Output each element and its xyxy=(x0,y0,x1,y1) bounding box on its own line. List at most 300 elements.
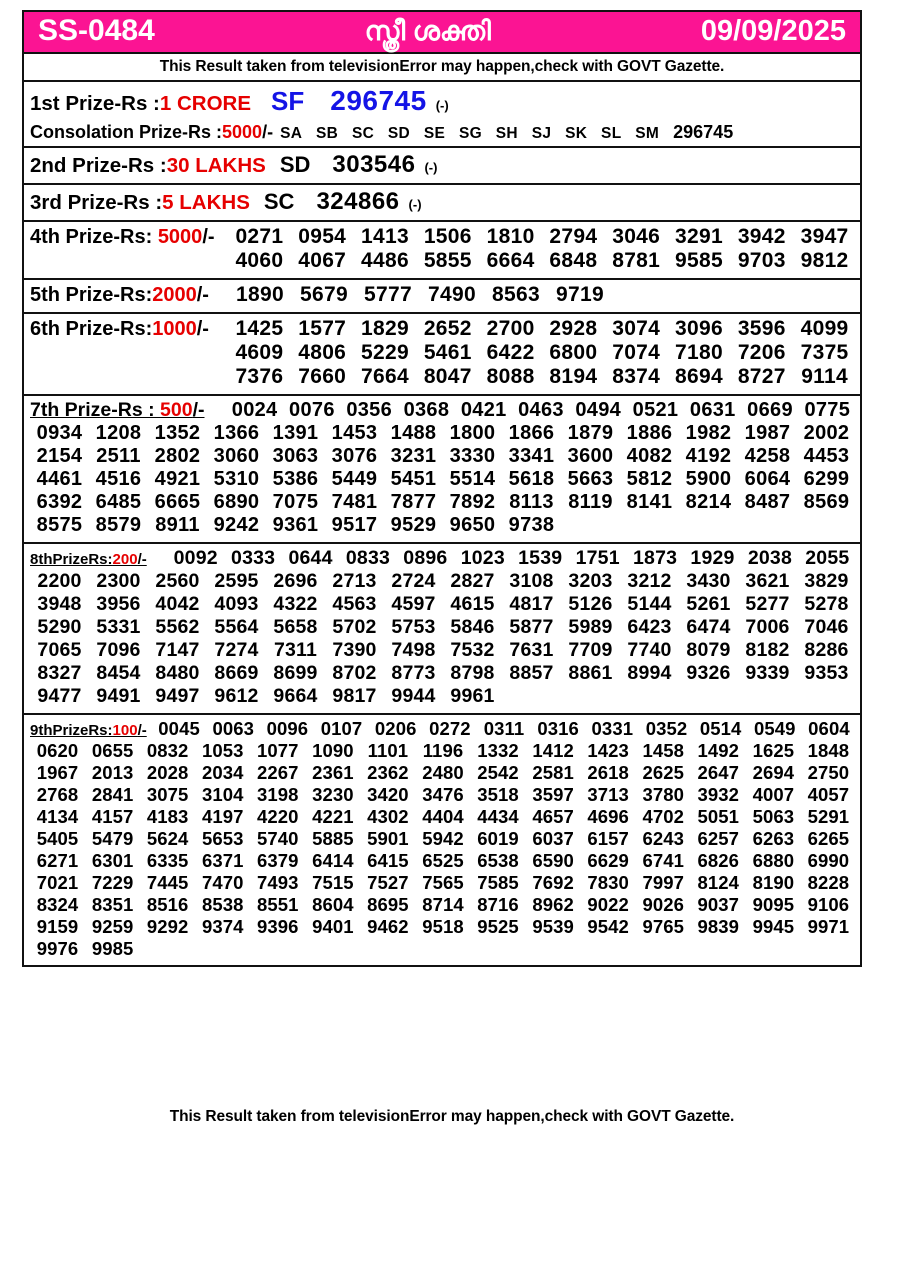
prize-number: 1453 xyxy=(331,422,378,444)
prize-number: 9703 xyxy=(737,249,786,272)
prize-number: 1539 xyxy=(518,547,563,569)
prize-number: 5885 xyxy=(312,828,354,849)
prize-number: 2802 xyxy=(154,445,201,467)
first-prize-row xyxy=(24,82,860,121)
consolation-number: 296745 xyxy=(673,122,734,142)
number-slot-empty xyxy=(502,685,561,708)
first-prize-amount: 1 CRORE xyxy=(159,92,252,115)
prize-number: 0644 xyxy=(288,547,333,569)
prize-number: 4057 xyxy=(807,784,850,805)
number-slot-empty xyxy=(140,938,195,960)
prize-number: 8694 xyxy=(675,365,723,388)
prize-number: 8538 xyxy=(201,894,244,915)
prize-number: 9095 xyxy=(752,894,795,915)
prize-number: 0521 xyxy=(632,399,679,421)
prize-number: 8374 xyxy=(612,365,661,388)
prize-number: 8327 xyxy=(37,662,82,684)
fourth-prize-block xyxy=(24,222,860,280)
prize-number: 2794 xyxy=(549,225,598,248)
prize-number: 1332 xyxy=(477,740,519,761)
prize-number: 6243 xyxy=(642,828,684,849)
first-prize-place: (-) xyxy=(435,98,449,113)
prize-number: 9945 xyxy=(752,916,795,937)
prize-number: 9539 xyxy=(532,916,574,937)
sixth-prize-row xyxy=(30,341,856,365)
prize-number: 0549 xyxy=(754,718,796,739)
prize-number: 9944 xyxy=(391,685,436,707)
prize-number: 8141 xyxy=(626,491,673,513)
prize-number: 1090 xyxy=(312,740,354,761)
prize-number: 9242 xyxy=(213,514,260,536)
prize-number: 8994 xyxy=(627,662,672,684)
prize-number: 5942 xyxy=(422,828,464,849)
seventh-prize-row xyxy=(30,514,856,537)
prize-number: 6629 xyxy=(587,850,629,871)
prize-number: 5261 xyxy=(686,593,731,615)
fifth-prize-label-suffix: /- xyxy=(196,284,209,306)
prize-number: 8695 xyxy=(367,894,409,915)
prize-number: 6664 xyxy=(486,249,535,272)
prize-number: 5310 xyxy=(213,468,260,490)
prize-number: 0631 xyxy=(689,399,736,421)
prize-number: 0333 xyxy=(231,547,276,569)
prize-number: 2652 xyxy=(423,317,472,340)
prize-number: 4806 xyxy=(298,341,347,364)
prize-number: 1488 xyxy=(390,422,437,444)
prize-number: 2928 xyxy=(549,317,598,340)
prize-number: 7074 xyxy=(612,341,661,364)
consolation-amount: 5000 xyxy=(222,122,263,142)
prize-number: 9401 xyxy=(312,916,354,937)
prize-number: 3330 xyxy=(449,445,496,467)
prize-number: 2028 xyxy=(146,762,189,783)
number-slot-empty xyxy=(801,938,856,960)
prize-number: 9374 xyxy=(201,916,244,937)
number-slot-empty xyxy=(471,938,526,960)
seventh-prize-amount: 500 xyxy=(160,399,193,421)
prize-number: 3947 xyxy=(800,225,849,248)
second-prize-place: (-) xyxy=(424,160,438,175)
prize-number: 6474 xyxy=(686,616,731,638)
prize-number: 4702 xyxy=(642,806,684,827)
prize-number: 5658 xyxy=(273,616,318,638)
prize-number: 4157 xyxy=(91,806,134,827)
prize-number: 3596 xyxy=(737,317,786,340)
eighth-prize-row xyxy=(30,547,856,570)
prize-number: 6741 xyxy=(642,850,684,871)
prize-number: 8781 xyxy=(612,249,661,272)
prize-number: 5753 xyxy=(391,616,436,638)
prize-number: 3713 xyxy=(587,784,629,805)
prize-number: 9971 xyxy=(807,916,850,937)
prize-number: 8454 xyxy=(96,662,141,684)
prize-number: 4696 xyxy=(587,806,629,827)
prize-number: 0271 xyxy=(235,225,284,248)
prize-number: 9719 xyxy=(556,283,604,306)
prize-number: 3476 xyxy=(422,784,464,805)
prize-number: 9353 xyxy=(804,662,849,684)
prize-number: 7180 xyxy=(675,341,723,364)
prize-number: 9106 xyxy=(807,894,850,915)
prize-number: 9037 xyxy=(697,894,740,915)
prize-number: 8286 xyxy=(804,639,849,661)
prize-number: 0096 xyxy=(266,718,309,739)
prize-number: 1352 xyxy=(154,422,201,444)
prize-number: 0076 xyxy=(289,399,335,421)
sixth-prize-numbers xyxy=(228,365,856,389)
sixth-prize-label xyxy=(30,318,228,341)
prize-number: 8324 xyxy=(36,894,79,915)
prize-number: 3932 xyxy=(697,784,740,805)
prize-number: 0107 xyxy=(320,718,363,739)
prize-number: 5290 xyxy=(37,616,82,638)
second-prize-number: 303546 xyxy=(332,151,416,178)
prize-number: 9026 xyxy=(642,894,684,915)
number-slot-empty xyxy=(797,685,856,708)
prize-number: 7490 xyxy=(428,283,476,306)
prize-number: 2841 xyxy=(91,784,134,805)
prize-number: 1987 xyxy=(744,422,791,444)
eighth-prize-row xyxy=(30,593,856,616)
prize-number: 3074 xyxy=(612,317,661,340)
prize-number: 4134 xyxy=(36,806,79,827)
prize-number: 4093 xyxy=(214,593,259,615)
prize-number: 3076 xyxy=(331,445,378,467)
prize-number: 9812 xyxy=(800,249,849,272)
prize-number: 4817 xyxy=(509,593,554,615)
seventh-prize-label-suffix: /- xyxy=(192,399,205,421)
prize-number: 7046 xyxy=(804,616,849,638)
prize-number: 9339 xyxy=(745,662,790,684)
prize-number: 5051 xyxy=(697,806,740,827)
number-slot-empty xyxy=(415,938,470,960)
prize-number: 2713 xyxy=(332,570,377,592)
result-card xyxy=(22,10,862,967)
prize-number: 0356 xyxy=(346,399,393,421)
number-slot-empty xyxy=(581,938,636,960)
prize-number: 4921 xyxy=(154,468,201,490)
prize-number: 4197 xyxy=(201,806,244,827)
fifth-prize-label xyxy=(30,284,228,307)
prize-number: 0421 xyxy=(460,399,507,421)
prize-number: 3420 xyxy=(367,784,409,805)
number-slot-empty xyxy=(620,514,679,537)
prize-number: 7390 xyxy=(332,639,377,661)
prize-number: 8569 xyxy=(803,491,850,513)
first-prize-number: 296745 xyxy=(330,85,427,116)
consolation-prize-row xyxy=(24,121,860,148)
ninth-prize-amount: 100 xyxy=(112,722,138,739)
seventh-prize-row xyxy=(30,468,856,491)
prize-number: 7206 xyxy=(737,341,786,364)
prize-number: 5740 xyxy=(257,828,299,849)
prize-number: 4322 xyxy=(273,593,318,615)
prize-number: 4609 xyxy=(235,341,284,364)
prize-number: 8714 xyxy=(422,894,464,915)
prize-number: 9462 xyxy=(367,916,409,937)
prize-number: 5144 xyxy=(627,593,672,615)
prize-number: 4597 xyxy=(391,593,436,615)
prize-number: 6890 xyxy=(213,491,260,513)
eighth-prize-label xyxy=(30,551,167,568)
prize-number: 0331 xyxy=(591,718,634,739)
prize-number: 6826 xyxy=(697,850,740,871)
seventh-prize-row xyxy=(30,445,856,468)
second-prize-label: 2nd Prize-Rs : xyxy=(30,154,167,177)
prize-number: 9525 xyxy=(477,916,519,937)
prize-number: 7470 xyxy=(201,872,244,893)
prize-number: 5618 xyxy=(508,468,555,490)
prize-number: 9839 xyxy=(697,916,740,937)
prize-number: 4067 xyxy=(298,249,347,272)
prize-number: 7147 xyxy=(155,639,200,661)
prize-number: 3198 xyxy=(257,784,299,805)
prize-number: 9292 xyxy=(146,916,189,937)
third-prize-series: SC xyxy=(263,189,295,214)
fourth-prize-amount: 5000 xyxy=(157,226,203,248)
prize-number: 9529 xyxy=(390,514,437,536)
prize-number: 2625 xyxy=(642,762,684,783)
prize-number: 8575 xyxy=(36,514,83,536)
prize-number: 1208 xyxy=(95,422,142,444)
seventh-prize-row xyxy=(30,422,856,445)
number-slot-empty xyxy=(797,514,856,537)
prize-number: 0604 xyxy=(808,718,850,739)
prize-number: 4183 xyxy=(146,806,189,827)
prize-number: 5514 xyxy=(449,468,496,490)
prize-number: 1751 xyxy=(575,547,620,569)
prize-number: 4099 xyxy=(800,317,849,340)
prize-number: 1492 xyxy=(697,740,740,761)
prize-number: 6665 xyxy=(154,491,201,513)
sixth-prize-block xyxy=(24,314,860,396)
number-slot-empty xyxy=(679,685,738,708)
prize-number: 3060 xyxy=(213,445,260,467)
prize-number: 8579 xyxy=(95,514,142,536)
eighth-prize-row xyxy=(30,685,856,708)
fifth-prize-block xyxy=(24,280,860,314)
prize-number: 0463 xyxy=(518,399,564,421)
prize-number: 0272 xyxy=(429,718,471,739)
prize-number: 4060 xyxy=(235,249,284,272)
prize-number: 1625 xyxy=(752,740,795,761)
prize-number: 9326 xyxy=(686,662,731,684)
prize-number: 5901 xyxy=(367,828,409,849)
prize-number: 7565 xyxy=(422,872,464,893)
prize-number: 5291 xyxy=(807,806,850,827)
sixth-prize-numbers xyxy=(228,341,856,365)
prize-number: 6525 xyxy=(422,850,464,871)
notice-bottom: This Result taken from televisionError may happen,check with GOVT Gazette. xyxy=(169,1108,735,1125)
prize-number: 1848 xyxy=(807,740,850,761)
second-prize-series: SD xyxy=(279,152,311,177)
prize-number: 6257 xyxy=(697,828,740,849)
prize-number: 1391 xyxy=(272,422,319,444)
prize-number: 0045 xyxy=(158,718,200,739)
sixth-prize-row xyxy=(30,365,856,389)
prize-number: 3046 xyxy=(612,225,661,248)
prize-number: 1829 xyxy=(361,317,409,340)
ticket-code: SS-0484 xyxy=(38,14,155,47)
fourth-prize-numbers xyxy=(228,225,856,249)
prize-number: 5564 xyxy=(214,616,259,638)
prize-number: 7532 xyxy=(450,639,495,661)
prize-number: 5449 xyxy=(331,468,378,490)
prize-number: 7096 xyxy=(96,639,141,661)
prize-number: 4042 xyxy=(155,593,200,615)
sixth-prize-label-suffix: /- xyxy=(196,318,209,340)
prize-number: 6037 xyxy=(532,828,574,849)
prize-number: 2724 xyxy=(391,570,436,592)
prize-number: 2200 xyxy=(37,570,82,592)
prize-number: 7493 xyxy=(257,872,299,893)
prize-number: 0311 xyxy=(483,718,525,739)
prize-number: 0063 xyxy=(212,718,255,739)
prize-number: 0832 xyxy=(146,740,189,761)
ninth-prize-row xyxy=(30,806,856,828)
prize-number: 1866 xyxy=(508,422,555,444)
prize-number: 7664 xyxy=(361,365,409,388)
prize-number: 9159 xyxy=(36,916,79,937)
prize-number: 9817 xyxy=(332,685,377,707)
draw-date: 09/09/2025 xyxy=(700,15,846,47)
eighth-prize-label-suffix: /- xyxy=(137,551,147,568)
prize-number: 5278 xyxy=(804,593,849,615)
prize-number: 8214 xyxy=(685,491,732,513)
number-slot-empty xyxy=(360,938,415,960)
prize-number: 8487 xyxy=(744,491,791,513)
third-prize-amount: 5 LAKHS xyxy=(162,191,250,214)
prize-number: 2362 xyxy=(367,762,409,783)
prize-number: 9114 xyxy=(801,365,848,388)
prize-number: 8119 xyxy=(568,491,613,513)
ninth-prize-row xyxy=(30,718,856,740)
prize-number: 7527 xyxy=(367,872,409,893)
prize-number: 6299 xyxy=(803,468,850,490)
third-prize-label: 3rd Prize-Rs : xyxy=(30,191,163,214)
prize-number: 8351 xyxy=(91,894,134,915)
prize-number: 7830 xyxy=(587,872,629,893)
prize-number: 6422 xyxy=(486,341,535,364)
prize-number: 0092 xyxy=(173,547,218,569)
eighth-prize-row xyxy=(30,662,856,685)
prize-number: 8194 xyxy=(549,365,598,388)
prize-number: 5229 xyxy=(361,341,409,364)
prize-number: 9477 xyxy=(37,685,82,707)
prize-number: 4657 xyxy=(532,806,574,827)
prize-number: 4615 xyxy=(450,593,495,615)
prize-number: 9517 xyxy=(331,514,378,536)
prize-number: 1053 xyxy=(201,740,244,761)
first-prize-label: 1st Prize-Rs : xyxy=(30,92,160,115)
prize-number: 2827 xyxy=(450,570,495,592)
prize-number: 8124 xyxy=(697,872,740,893)
ninth-prize-row xyxy=(30,938,856,960)
number-slot-empty xyxy=(691,938,746,960)
prize-number: 7631 xyxy=(509,639,554,661)
ninth-prize-row xyxy=(30,850,856,872)
prize-number: 1077 xyxy=(257,740,299,761)
prize-number: 7311 xyxy=(273,639,318,661)
sixth-prize-numbers xyxy=(228,317,856,341)
prize-number: 5663 xyxy=(567,468,614,490)
prize-number: 6379 xyxy=(257,850,299,871)
prize-number: 7021 xyxy=(36,872,79,893)
prize-number: 2618 xyxy=(587,762,629,783)
number-slot-empty xyxy=(305,938,360,960)
fifth-prize-label-text: 5th Prize-Rs: xyxy=(30,284,153,306)
prize-number: 3829 xyxy=(804,570,849,592)
prize-number: 2768 xyxy=(36,784,79,805)
prize-number: 8716 xyxy=(477,894,519,915)
number-slot-empty xyxy=(561,685,620,708)
prize-number: 1879 xyxy=(567,422,614,444)
prize-number: 9765 xyxy=(642,916,684,937)
prize-number: 2034 xyxy=(201,762,244,783)
prize-number: 7892 xyxy=(449,491,496,513)
prize-number: 8047 xyxy=(423,365,472,388)
prize-number: 3518 xyxy=(477,784,519,805)
result-banner xyxy=(24,12,860,54)
prize-number: 6485 xyxy=(95,491,142,513)
prize-number: 3063 xyxy=(272,445,319,467)
prize-number: 1412 xyxy=(532,740,574,761)
prize-number: 1873 xyxy=(632,547,678,569)
prize-number: 3948 xyxy=(37,593,82,615)
prize-number: 1810 xyxy=(486,225,535,248)
prize-number: 1982 xyxy=(685,422,732,444)
prize-number: 5063 xyxy=(752,806,795,827)
eighth-prize-block xyxy=(24,544,860,715)
prize-number: 8702 xyxy=(332,662,377,684)
prize-number: 6423 xyxy=(627,616,672,638)
prize-number: 1929 xyxy=(690,547,735,569)
prize-number: 8516 xyxy=(146,894,189,915)
ninth-prize-row xyxy=(30,784,856,806)
prize-number: 6848 xyxy=(549,249,598,272)
prize-number: 5277 xyxy=(745,593,790,615)
sixth-prize-label-text: 6th Prize-Rs: xyxy=(30,318,153,340)
prize-number: 9738 xyxy=(508,514,555,536)
prize-number: 0954 xyxy=(298,225,347,248)
prize-number: 0494 xyxy=(575,399,622,421)
prize-number: 8190 xyxy=(752,872,795,893)
prize-number: 8228 xyxy=(807,872,850,893)
prize-number: 6157 xyxy=(587,828,629,849)
prize-number: 7006 xyxy=(745,616,790,638)
prize-number: 6301 xyxy=(91,850,134,871)
prize-number: 3780 xyxy=(642,784,684,805)
prize-number: 8727 xyxy=(737,365,786,388)
fourth-prize-row xyxy=(30,225,856,249)
prize-number: 5846 xyxy=(450,616,495,638)
fifth-prize-numbers xyxy=(228,283,856,307)
prize-number: 2647 xyxy=(697,762,740,783)
number-slot-empty xyxy=(679,514,738,537)
prize-number: 8604 xyxy=(312,894,354,915)
number-slot-empty xyxy=(636,938,691,960)
ninth-prize-row xyxy=(30,762,856,784)
prize-number: 1423 xyxy=(587,740,629,761)
prize-number: 3096 xyxy=(675,317,723,340)
prize-number: 4453 xyxy=(803,445,850,467)
prize-number: 9497 xyxy=(155,685,200,707)
seventh-prize-row xyxy=(30,399,856,422)
prize-number: 9664 xyxy=(273,685,318,707)
prize-number: 5331 xyxy=(96,616,141,638)
eighth-prize-amount: 200 xyxy=(112,551,138,568)
prize-number: 6064 xyxy=(744,468,791,490)
